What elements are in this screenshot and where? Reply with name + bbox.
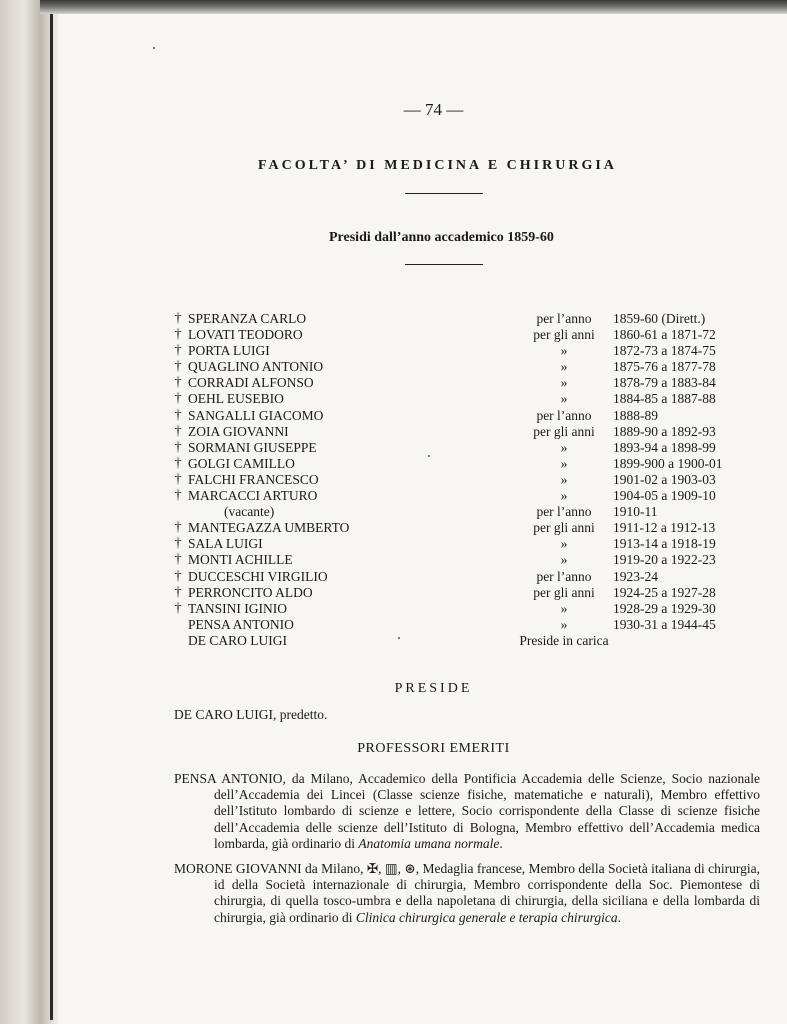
dean-period: per l’anno [536,407,592,423]
page-number: — 74 — [403,100,464,119]
dean-period: » [560,552,568,568]
dean-name: PENSA ANTONIO [188,616,294,632]
dean-name: (vacante) [224,504,275,520]
dean-years: 1930-31 a 1944-45 [613,616,716,632]
cross-icon: † [174,439,182,455]
cross-icon: † [174,568,182,584]
speck [398,637,400,639]
dean-name: GOLGI CAMILLO [188,455,295,471]
dean-name: LOVATI TEODORO [188,327,303,343]
dean-period: per gli anni [533,423,595,439]
dean-period: » [560,471,568,487]
dean-years: 1923-24 [613,568,658,584]
dean-period: » [560,359,568,375]
emeritus-tail: . [617,909,622,925]
cross-icon: † [174,584,182,600]
emeritus-subject: Clinica chirurgica generale e terapia chirurgica [355,909,618,925]
cross-icon: † [174,391,182,407]
dean-period: per gli anni [533,520,595,536]
dean-years: 1889-90 a 1892-93 [613,423,716,439]
dean-name: SANGALLI GIACOMO [188,407,324,423]
dean-row [172,569,732,585]
dean-period: » [560,439,568,455]
dean-years: 1878-79 a 1883-84 [613,375,716,391]
dean-years: 1860-61 a 1871-72 [613,327,716,343]
emeritus-description: da Milano, ✠, ▥, ⊛, Medaglia francese, Membro della Società italiana di chirurgia, id della Società internazionale di chirurgia, Membro corrispondente della Soc. Piemontese di chirurgia, di quella tosco-umbra e della napoletana di chirurgia, della siciliana e della lombarda di chirurgia, già ordinario di [214,861,760,925]
dean-name: SALA LUIGI [188,536,263,552]
dean-years: 1893-94 a 1898-99 [613,439,716,455]
deans-list [172,311,732,649]
binding-shadow-line [50,10,53,1020]
emeritus-entry [174,771,760,852]
dean-name: QUAGLINO ANTONIO [188,359,324,375]
dean-name: DUCCESCHI VIRGILIO [188,568,328,584]
cross-icon: † [174,455,182,471]
cross-icon: † [174,536,182,552]
cross-icon: † [174,343,182,359]
dean-period: per l’anno [536,311,592,326]
dean-name: DE CARO LUIGI [188,632,287,648]
cross-icon: † [174,423,182,439]
emeritus-name: MORONE GIOVANNI [174,861,302,876]
emeritus-entry [174,861,760,926]
dean-period: » [560,536,568,552]
dean-row [172,327,732,343]
cross-icon: † [174,327,182,343]
emeriti-heading: PROFESSORI EMERITI [357,741,510,756]
dean-row [172,617,732,633]
emeritus-subject: Anatomia umana normale [358,835,500,851]
dean-period: Preside in carica [519,632,609,648]
cross-icon: † [174,407,182,423]
cross-icon: † [174,359,182,375]
emeritus-name: PENSA ANTONIO [174,771,283,786]
dean-period: » [560,455,568,471]
dean-row [172,311,732,327]
cross-icon: † [174,520,182,536]
dean-name: ZOIA GIOVANNI [188,423,289,439]
dean-years: 1910-11 [613,504,658,520]
faculty-title: FACOLTA’ DI MEDICINA E CHIRURGIA [258,158,617,173]
dean-row [172,536,732,552]
dean-years: 1901-02 a 1903-03 [613,471,716,487]
dean-years: 1928-29 a 1929-30 [613,600,716,616]
cross-icon: † [174,552,182,568]
emeritus-tail: . [499,835,503,851]
preside-heading: PRESIDE [394,681,473,696]
dean-row [172,408,732,424]
dean-name: SORMANI GIUSEPPE [188,439,317,455]
dean-period: » [560,343,568,359]
dean-period: » [560,391,568,407]
dean-years: 1859-60 (Dirett.) [613,311,706,326]
dean-row [172,552,732,568]
dean-name: MANTEGAZZA UMBERTO [188,520,350,536]
dean-name: CORRADI ALFONSO [188,375,314,391]
dean-years: 1888-89 [613,407,658,423]
dean-name: PERRONCITO ALDO [188,584,313,600]
dean-period: per gli anni [533,327,595,343]
dean-years: 1924-25 a 1927-28 [613,584,716,600]
dean-name: MONTI ACHILLE [188,552,293,568]
dean-row [172,601,732,617]
cross-icon: † [174,488,182,504]
dean-years: 1904-05 a 1909-10 [613,488,716,504]
dean-period: per l’anno [536,568,592,584]
dean-years: 1913-14 a 1918-19 [613,536,716,552]
preside-entry: DE CARO LUIGI, predetto. [174,707,328,722]
dean-row [172,633,732,649]
dean-years: 1899-900 a 1900-01 [613,455,723,471]
dean-name: PORTA LUIGI [188,343,270,359]
dean-row [172,424,732,440]
deans-subtitle: Presidi dall’anno accademico 1859-60 [329,230,554,245]
cross-icon: † [174,311,182,326]
dean-row [172,440,732,456]
dean-row [172,504,732,520]
title-divider [405,193,483,194]
dean-row [172,391,732,407]
subtitle-divider [405,264,483,265]
dean-period: » [560,488,568,504]
cross-icon: † [174,375,182,391]
speck [153,47,155,49]
dean-row [172,520,732,536]
dean-name: MARCACCI ARTURO [188,488,318,504]
dean-name: SPERANZA CARLO [188,311,307,326]
dean-row [172,359,732,375]
page-top-shadow [40,0,787,14]
dean-years: 1919-20 a 1922-23 [613,552,716,568]
dean-row [172,488,732,504]
cross-icon: † [174,600,182,616]
dean-name: FALCHI FRANCESCO [188,471,319,487]
cross-icon: † [174,471,182,487]
dean-years: 1875-76 a 1877-78 [613,359,716,375]
dean-name: OEHL EUSEBIO [188,391,284,407]
dean-years: 1872-73 a 1874-75 [613,343,716,359]
dean-period: » [560,616,568,632]
emeritus-description: , da Milano, Accademico della Pontificia Accademia delle Scienze, Socio nazionale dell’Accademia dei Lincei (Classe scienze fisiche, matematiche e naturali), Membro effettivo dell’Istituto lombardo di scienze e lettere, Socio corrispondente della Classe di scienze fisiche dell’Accademia delle scienze dell’Istituto di Bologna, Membro effettivo dell’Accademia medica lombarda, già ordinario di [214,771,761,851]
dean-row [172,585,732,601]
dean-row [172,343,732,359]
dean-name: TANSINI IGINIO [188,600,288,616]
dean-years: 1884-85 a 1887-88 [613,391,716,407]
speck [428,455,430,457]
dean-period: » [560,375,568,391]
dean-period: » [560,600,568,616]
dean-period: per gli anni [533,584,595,600]
dean-years: 1911-12 a 1912-13 [613,520,716,536]
dean-row [172,472,732,488]
dean-row [172,375,732,391]
dean-period: per l’anno [536,504,592,520]
dean-row [172,456,732,472]
